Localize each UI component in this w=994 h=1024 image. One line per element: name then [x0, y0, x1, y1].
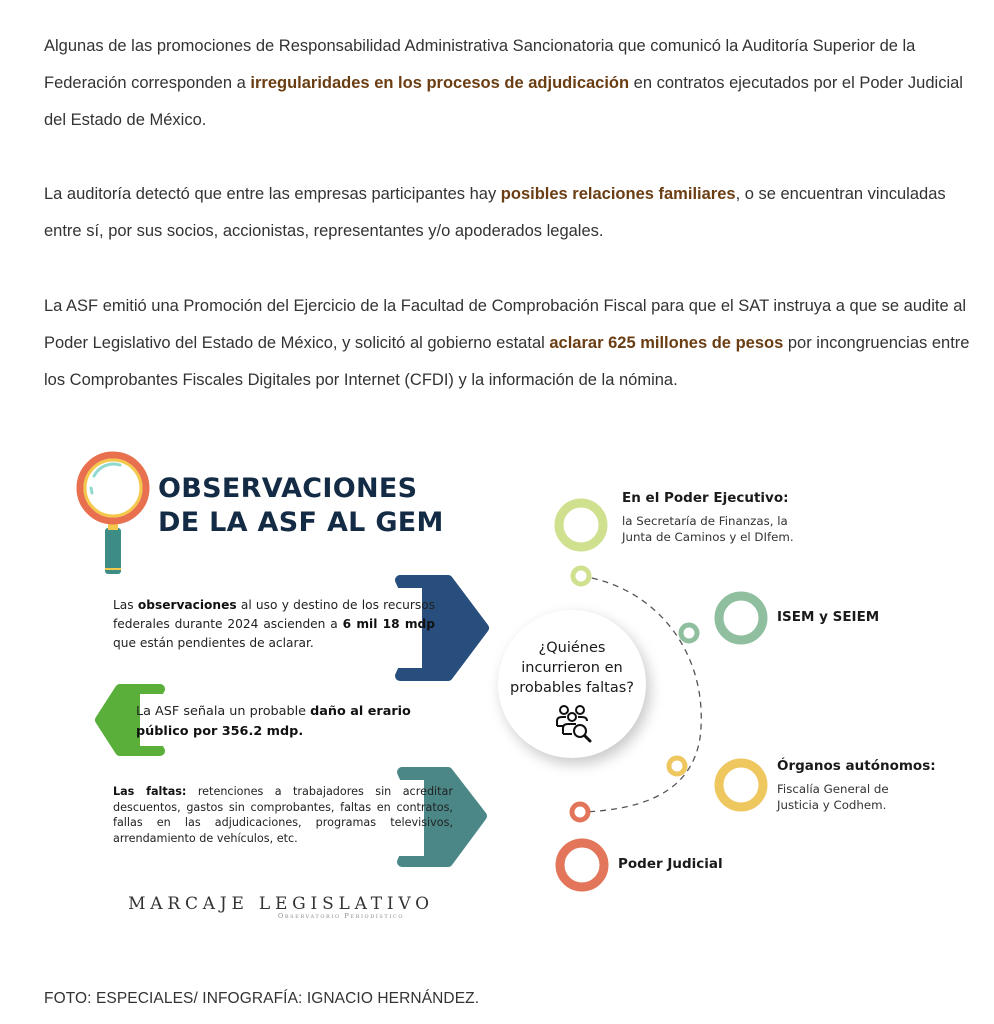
group-title-judicial: Poder Judicial [618, 856, 723, 872]
card-text: Las [113, 598, 138, 612]
card-observaciones [113, 596, 435, 653]
paragraph-highlight: aclarar 625 millones de pesos [549, 334, 784, 352]
center-question [498, 638, 646, 698]
ring-small-orange [572, 804, 588, 820]
group-body-line: la Secretaría de Finanzas, la [622, 514, 788, 528]
paragraph-text: por incongruencias entre los Comprobantes Fiscales Digitales por Internet (CFDI) y la información de la nómina. [44, 334, 970, 389]
card-bold: daño al erario público por 356.2 mdp. [136, 704, 411, 739]
ring-isem [719, 596, 763, 640]
group-body-line: Junta de Caminos y el DIfem. [622, 530, 794, 544]
paragraph-highlight: posibles relaciones familiares [500, 185, 736, 203]
article-paragraph-1 [44, 28, 979, 139]
question-line: ¿Quiénes [538, 640, 606, 656]
article-paragraph-2 [44, 176, 979, 250]
question-line: incurrieron en [521, 660, 623, 676]
brand-tagline: Observatorio Periodístico [277, 912, 405, 920]
card-text: retenciones a trabajadores sin acreditar descuentos, gastos sin comprobantes, faltas en contratos, fallas en las adjudicaciones, programas televisivos, arrendamiento de vehículos, etc. [113, 785, 453, 845]
people-search-icon [554, 704, 594, 744]
card-text: La ASF señala un probable [136, 704, 311, 719]
ring-autonomos [719, 763, 763, 807]
article-paragraph-3 [44, 288, 979, 399]
card-dano-erario [136, 702, 436, 742]
paragraph-text: La auditoría detectó que entre las empresas participantes hay [44, 185, 501, 203]
card-faltas [113, 784, 453, 846]
card-text: que están pendientes de aclarar. [113, 636, 314, 650]
card-text: al uso y destino de los recursos federales durante 2024 ascienden a [113, 598, 436, 631]
title-line-1: OBSERVACIONES [158, 473, 418, 504]
group-title-ejecutivo: En el Poder Ejecutivo: [622, 490, 789, 506]
card-bold: Las faltas: [113, 785, 187, 798]
infographic [60, 438, 960, 958]
paragraph-text: La ASF emitió una Promoción del Ejercicio de la Facultad de Comprobación Fiscal para que el SAT instruya a que se audite al Poder Legislativo del Estado de México, y solicitó al gobierno estatal [44, 297, 967, 352]
card-bold: observaciones [137, 598, 237, 612]
group-body-line: Fiscalía General de [777, 782, 889, 796]
infographic-title [158, 472, 444, 540]
group-body-autonomos [777, 781, 889, 813]
ring-ejecutivo [559, 503, 603, 547]
paragraph-text: en contratos ejecutados por el Poder Judicial del Estado de México. [44, 74, 963, 129]
group-body-line: Justicia y Codhem. [777, 798, 887, 812]
photo-caption: FOTO: ESPECIALES/ INFOGRAFÍA: IGNACIO HERNÁNDEZ. [44, 990, 480, 1007]
ring-small-sage [681, 625, 697, 641]
group-title-autonomos: Órganos autónomos: [777, 758, 936, 774]
ring-judicial [560, 843, 604, 887]
magnifier-icon [80, 455, 146, 574]
question-line: probables faltas? [510, 680, 634, 696]
card-bold: 6 mil 18 mdp [342, 617, 435, 631]
title-line-2: DE LA ASF AL GEM [158, 507, 444, 538]
center-question-circle [498, 610, 646, 758]
paragraph-text: Algunas de las promociones de Responsabilidad Administrativa Sancionatoria que comunicó la Auditoría Superior de la Federación corresponden a [44, 37, 916, 92]
group-title-isem: ISEM y SEIEM [777, 609, 880, 625]
ring-small-green [573, 568, 589, 584]
group-body-ejecutivo [622, 513, 794, 545]
brand-logo [120, 894, 442, 920]
paragraph-highlight: irregularidades en los procesos de adjudicación [250, 74, 630, 92]
ring-small-yellow [669, 758, 685, 774]
paragraph-text: , o se encuentran vinculadas entre sí, por sus socios, accionistas, representantes y/o apoderados legales. [44, 185, 946, 240]
brand-name: MARCAJE LEGISLATIVO [128, 894, 434, 914]
